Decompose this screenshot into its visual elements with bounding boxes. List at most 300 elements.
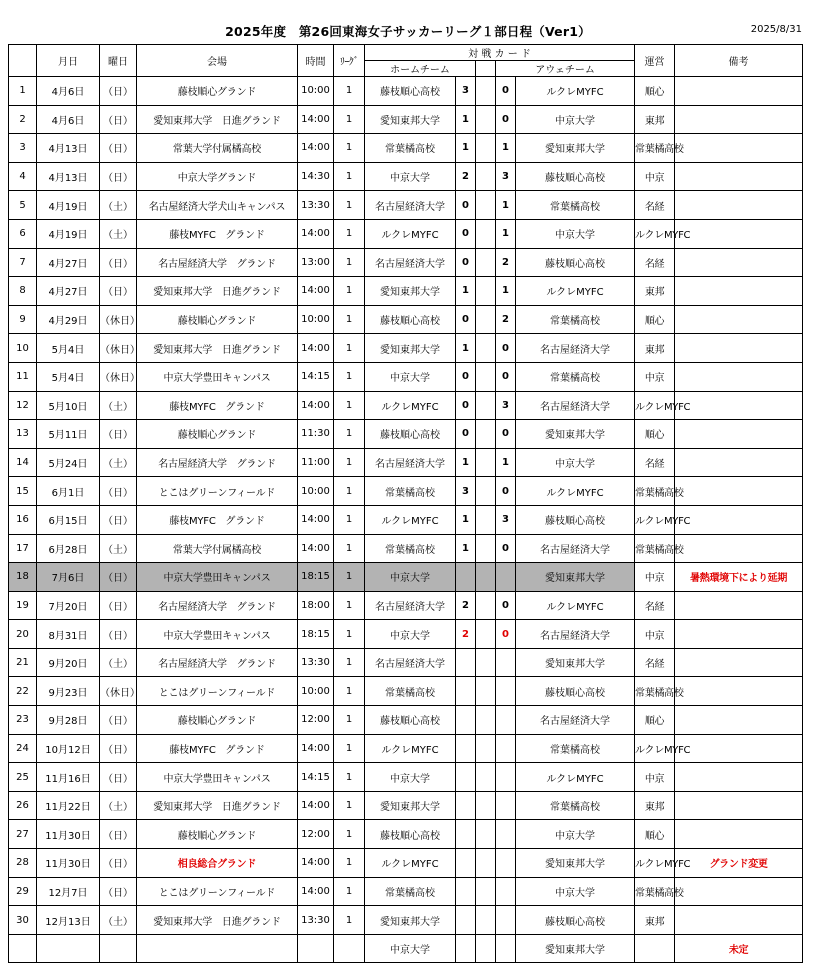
home-score: 2 <box>456 620 476 649</box>
row-number: 17 <box>9 534 37 563</box>
match-venue: 常葉大学付属橘高校 <box>137 134 298 163</box>
row-number: 11 <box>9 362 37 391</box>
away-team: 名古屋経済大学 <box>516 391 635 420</box>
away-score <box>496 563 516 592</box>
home-score: 0 <box>456 391 476 420</box>
header-no <box>9 45 37 77</box>
score-gap <box>476 934 496 963</box>
match-league: 1 <box>334 219 365 248</box>
match-date: 4月6日 <box>37 77 100 106</box>
match-weekday: （休日） <box>100 362 137 391</box>
away-score: 3 <box>496 162 516 191</box>
match-organizer: 東邦 <box>635 791 675 820</box>
home-team: 藤枝順心高校 <box>365 77 456 106</box>
score-gap <box>476 477 496 506</box>
match-weekday: （日） <box>100 820 137 849</box>
match-weekday: （日） <box>100 420 137 449</box>
home-score <box>456 877 476 906</box>
match-remark <box>675 763 803 792</box>
match-date: 12月7日 <box>37 877 100 906</box>
match-weekday: （日） <box>100 620 137 649</box>
match-venue: 相良総合グランド <box>137 849 298 878</box>
away-team: 常葉橘高校 <box>516 305 635 334</box>
home-score <box>456 706 476 735</box>
home-team: 愛知東邦大学 <box>365 791 456 820</box>
match-venue: 名古屋経済大学 グランド <box>137 591 298 620</box>
match-organizer: 東邦 <box>635 105 675 134</box>
match-time: 11:30 <box>298 420 334 449</box>
row-number: 22 <box>9 677 37 706</box>
match-venue: 藤枝MYFC グランド <box>137 734 298 763</box>
row-number: 4 <box>9 162 37 191</box>
score-gap <box>476 362 496 391</box>
away-score <box>496 763 516 792</box>
score-gap <box>476 77 496 106</box>
table-row <box>9 849 803 878</box>
row-number: 19 <box>9 591 37 620</box>
home-team: 中京大学 <box>365 162 456 191</box>
match-organizer: 名経 <box>635 191 675 220</box>
away-team: 愛知東邦大学 <box>516 934 635 963</box>
header-league: ﾘｰｸﾞ <box>334 45 365 77</box>
home-score <box>456 906 476 935</box>
match-weekday: （土） <box>100 219 137 248</box>
score-gap <box>476 420 496 449</box>
row-number: 5 <box>9 191 37 220</box>
row-number: 8 <box>9 277 37 306</box>
table-row <box>9 305 803 334</box>
table-row <box>9 677 803 706</box>
match-weekday: （日） <box>100 563 137 592</box>
away-score: 0 <box>496 362 516 391</box>
match-weekday: （土） <box>100 906 137 935</box>
table-row <box>9 420 803 449</box>
away-team: ルクレMYFC <box>516 763 635 792</box>
match-venue: 中京大学豊田キャンパス <box>137 620 298 649</box>
home-team: 中京大学 <box>365 563 456 592</box>
home-team: ルクレMYFC <box>365 391 456 420</box>
match-league: 1 <box>334 134 365 163</box>
match-date: 4月19日 <box>37 219 100 248</box>
match-remark <box>675 505 803 534</box>
home-score <box>456 791 476 820</box>
match-league: 1 <box>334 648 365 677</box>
match-remark <box>675 219 803 248</box>
match-time: 12:00 <box>298 820 334 849</box>
away-team: 名古屋経済大学 <box>516 620 635 649</box>
match-venue: 藤枝MYFC グランド <box>137 505 298 534</box>
match-time: 10:00 <box>298 77 334 106</box>
match-organizer: 名経 <box>635 648 675 677</box>
home-team: 藤枝順心高校 <box>365 420 456 449</box>
away-team: 藤枝順心高校 <box>516 505 635 534</box>
match-remark <box>675 620 803 649</box>
home-score: 3 <box>456 77 476 106</box>
score-gap <box>476 105 496 134</box>
match-league: 1 <box>334 248 365 277</box>
header-away: アウェチーム <box>496 61 635 77</box>
match-league: 1 <box>334 620 365 649</box>
match-venue: 中京大学豊田キャンパス <box>137 563 298 592</box>
score-gap <box>476 763 496 792</box>
away-score <box>496 791 516 820</box>
match-league: 1 <box>334 791 365 820</box>
match-league: 1 <box>334 563 365 592</box>
home-team: 名古屋経済大学 <box>365 191 456 220</box>
match-time: 13:00 <box>298 248 334 277</box>
match-remark <box>675 362 803 391</box>
match-organizer: 中京 <box>635 563 675 592</box>
score-gap <box>476 791 496 820</box>
match-venue: 愛知東邦大学 日進グランド <box>137 105 298 134</box>
away-team: 中京大学 <box>516 105 635 134</box>
away-score: 0 <box>496 620 516 649</box>
home-score: 1 <box>456 334 476 363</box>
match-weekday: （日） <box>100 477 137 506</box>
row-number: 23 <box>9 706 37 735</box>
table-row <box>9 763 803 792</box>
match-time: 14:00 <box>298 391 334 420</box>
home-score: 3 <box>456 477 476 506</box>
page-title: 2025年度 第26回東海女子サッカーリーグ１部日程（Ver1） <box>225 24 591 39</box>
home-score: 2 <box>456 162 476 191</box>
match-league: 1 <box>334 820 365 849</box>
home-team: 常葉橘高校 <box>365 477 456 506</box>
match-organizer: 順心 <box>635 820 675 849</box>
away-team: ルクレMYFC <box>516 477 635 506</box>
home-team: 中京大学 <box>365 362 456 391</box>
home-score: 1 <box>456 134 476 163</box>
row-number: 9 <box>9 305 37 334</box>
match-organizer: 中京 <box>635 362 675 391</box>
match-remark <box>675 305 803 334</box>
away-team: 名古屋経済大学 <box>516 706 635 735</box>
table-row <box>9 105 803 134</box>
away-team: 藤枝順心高校 <box>516 248 635 277</box>
match-venue: 藤枝順心グランド <box>137 420 298 449</box>
away-score: 2 <box>496 248 516 277</box>
away-score <box>496 934 516 963</box>
match-venue: 名古屋経済大学 グランド <box>137 448 298 477</box>
table-row <box>9 534 803 563</box>
home-team: ルクレMYFC <box>365 505 456 534</box>
match-venue: 中京大学豊田キャンパス <box>137 763 298 792</box>
home-team: 愛知東邦大学 <box>365 277 456 306</box>
row-number: 18 <box>9 563 37 592</box>
home-team: 中京大学 <box>365 620 456 649</box>
away-score: 1 <box>496 219 516 248</box>
header-time: 時間 <box>298 45 334 77</box>
match-organizer: ルクレMYFC <box>635 734 675 763</box>
table-row <box>9 563 803 592</box>
table-row <box>9 734 803 763</box>
home-score <box>456 934 476 963</box>
score-gap <box>476 591 496 620</box>
match-venue: 愛知東邦大学 日進グランド <box>137 334 298 363</box>
away-score <box>496 734 516 763</box>
match-organizer: 常葉橘高校 <box>635 677 675 706</box>
home-score: 1 <box>456 277 476 306</box>
home-score <box>456 734 476 763</box>
match-weekday: （日） <box>100 734 137 763</box>
table-row <box>9 362 803 391</box>
match-league: 1 <box>334 677 365 706</box>
table-row <box>9 162 803 191</box>
away-score: 0 <box>496 477 516 506</box>
home-team: ルクレMYFC <box>365 734 456 763</box>
match-remark <box>675 648 803 677</box>
match-league: 1 <box>334 849 365 878</box>
match-venue: 愛知東邦大学 日進グランド <box>137 277 298 306</box>
match-venue: 藤枝順心グランド <box>137 77 298 106</box>
score-gap <box>476 706 496 735</box>
home-score: 0 <box>456 219 476 248</box>
away-team: 愛知東邦大学 <box>516 563 635 592</box>
away-score: 0 <box>496 534 516 563</box>
match-time: 14:30 <box>298 162 334 191</box>
match-time: 14:00 <box>298 849 334 878</box>
match-weekday: （休日） <box>100 334 137 363</box>
home-score: 1 <box>456 505 476 534</box>
score-gap <box>476 563 496 592</box>
home-score: 0 <box>456 191 476 220</box>
match-venue: 愛知東邦大学 日進グランド <box>137 906 298 935</box>
score-gap <box>476 620 496 649</box>
match-organizer: 順心 <box>635 77 675 106</box>
away-team: 名古屋経済大学 <box>516 334 635 363</box>
match-organizer: 東邦 <box>635 906 675 935</box>
away-score <box>496 677 516 706</box>
match-date: 12月13日 <box>37 906 100 935</box>
match-date <box>37 934 100 963</box>
away-team: 愛知東邦大学 <box>516 648 635 677</box>
match-venue: 藤枝順心グランド <box>137 820 298 849</box>
away-team: 中京大学 <box>516 219 635 248</box>
match-weekday: （日） <box>100 162 137 191</box>
row-number: 10 <box>9 334 37 363</box>
score-gap <box>476 648 496 677</box>
home-team: 名古屋経済大学 <box>365 591 456 620</box>
away-team: 藤枝順心高校 <box>516 162 635 191</box>
home-team: 常葉橘高校 <box>365 677 456 706</box>
match-weekday: （土） <box>100 534 137 563</box>
row-number: 29 <box>9 877 37 906</box>
score-gap <box>476 820 496 849</box>
score-gap <box>476 448 496 477</box>
match-weekday <box>100 934 137 963</box>
home-score: 1 <box>456 105 476 134</box>
match-weekday: （日） <box>100 849 137 878</box>
match-time: 14:00 <box>298 791 334 820</box>
away-score: 1 <box>496 448 516 477</box>
match-remark <box>675 591 803 620</box>
match-weekday: （日） <box>100 77 137 106</box>
match-venue: 愛知東邦大学 日進グランド <box>137 791 298 820</box>
match-date: 8月31日 <box>37 620 100 649</box>
match-date: 11月16日 <box>37 763 100 792</box>
away-score: 0 <box>496 420 516 449</box>
home-team: 名古屋経済大学 <box>365 248 456 277</box>
table-row <box>9 877 803 906</box>
match-time: 13:30 <box>298 648 334 677</box>
row-number: 12 <box>9 391 37 420</box>
away-score: 3 <box>496 505 516 534</box>
score-gap <box>476 505 496 534</box>
match-organizer: 東邦 <box>635 334 675 363</box>
away-score: 0 <box>496 77 516 106</box>
match-league: 1 <box>334 706 365 735</box>
table-row <box>9 706 803 735</box>
away-team: ルクレMYFC <box>516 591 635 620</box>
match-remark <box>675 820 803 849</box>
home-score <box>456 820 476 849</box>
row-number: 21 <box>9 648 37 677</box>
home-score <box>456 763 476 792</box>
match-remark <box>675 791 803 820</box>
match-remark <box>675 420 803 449</box>
match-date: 7月6日 <box>37 563 100 592</box>
table-row <box>9 219 803 248</box>
score-gap <box>476 219 496 248</box>
match-league: 1 <box>334 77 365 106</box>
match-date: 11月22日 <box>37 791 100 820</box>
match-organizer: 東邦 <box>635 277 675 306</box>
match-date: 6月28日 <box>37 534 100 563</box>
match-time: 14:00 <box>298 877 334 906</box>
row-number: 3 <box>9 134 37 163</box>
match-venue: 名古屋経済大学 グランド <box>137 248 298 277</box>
match-league: 1 <box>334 763 365 792</box>
row-number: 27 <box>9 820 37 849</box>
away-score <box>496 706 516 735</box>
match-weekday: （土） <box>100 191 137 220</box>
match-venue: とこはグリーンフィールド <box>137 677 298 706</box>
table-row <box>9 77 803 106</box>
match-date: 6月1日 <box>37 477 100 506</box>
match-date: 5月10日 <box>37 391 100 420</box>
match-venue: 中京大学グランド <box>137 162 298 191</box>
match-venue: とこはグリーンフィールド <box>137 877 298 906</box>
header-home: ホームチーム <box>365 61 476 77</box>
match-venue: 常葉大学付属橘高校 <box>137 534 298 563</box>
row-number: 28 <box>9 849 37 878</box>
table-row <box>9 477 803 506</box>
match-time: 14:00 <box>298 134 334 163</box>
match-time: 18:15 <box>298 620 334 649</box>
row-number: 2 <box>9 105 37 134</box>
table-row <box>9 505 803 534</box>
home-team: 中京大学 <box>365 934 456 963</box>
match-organizer: 順心 <box>635 706 675 735</box>
match-time: 14:00 <box>298 505 334 534</box>
row-number: 26 <box>9 791 37 820</box>
away-team: 常葉橘高校 <box>516 734 635 763</box>
match-weekday: （日） <box>100 105 137 134</box>
row-number: 25 <box>9 763 37 792</box>
match-weekday: （土） <box>100 391 137 420</box>
match-time: 14:00 <box>298 277 334 306</box>
home-score <box>456 563 476 592</box>
table-row <box>9 277 803 306</box>
match-league: 1 <box>334 877 365 906</box>
match-league: 1 <box>334 305 365 334</box>
match-time: 14:00 <box>298 105 334 134</box>
match-date: 5月24日 <box>37 448 100 477</box>
score-gap <box>476 391 496 420</box>
away-team: 愛知東邦大学 <box>516 134 635 163</box>
match-league: 1 <box>334 162 365 191</box>
match-venue: 藤枝MYFC グランド <box>137 219 298 248</box>
match-organizer: 名経 <box>635 591 675 620</box>
row-number <box>9 934 37 963</box>
score-gap <box>476 305 496 334</box>
table-row <box>9 820 803 849</box>
match-date: 5月11日 <box>37 420 100 449</box>
row-number: 20 <box>9 620 37 649</box>
match-venue: 中京大学豊田キャンパス <box>137 362 298 391</box>
match-venue: 藤枝順心グランド <box>137 706 298 735</box>
match-league: 1 <box>334 362 365 391</box>
match-time: 14:00 <box>298 219 334 248</box>
table-row <box>9 191 803 220</box>
match-date: 4月27日 <box>37 277 100 306</box>
header-match-card: 対 戦 カ ー ド <box>365 45 635 61</box>
match-remark <box>675 334 803 363</box>
match-venue: 名古屋経済大学 グランド <box>137 648 298 677</box>
match-organizer <box>635 934 675 963</box>
match-time: 14:00 <box>298 534 334 563</box>
header-weekday: 曜日 <box>100 45 137 77</box>
away-score <box>496 906 516 935</box>
home-score <box>456 849 476 878</box>
match-date: 4月13日 <box>37 134 100 163</box>
match-venue: とこはグリーンフィールド <box>137 477 298 506</box>
score-gap <box>476 334 496 363</box>
home-team: 愛知東邦大学 <box>365 105 456 134</box>
score-gap <box>476 248 496 277</box>
table-row <box>9 134 803 163</box>
away-score: 1 <box>496 191 516 220</box>
score-gap <box>476 534 496 563</box>
away-team: 名古屋経済大学 <box>516 534 635 563</box>
match-organizer: 常葉橘高校 <box>635 477 675 506</box>
header-organizer: 運営 <box>635 45 675 77</box>
match-remark <box>675 534 803 563</box>
away-team: ルクレMYFC <box>516 277 635 306</box>
home-team: 名古屋経済大学 <box>365 448 456 477</box>
match-organizer: 順心 <box>635 420 675 449</box>
table-row <box>9 791 803 820</box>
score-gap <box>476 191 496 220</box>
match-remark <box>675 477 803 506</box>
match-league: 1 <box>334 191 365 220</box>
away-team: ルクレMYFC <box>516 77 635 106</box>
match-venue: 藤枝順心グランド <box>137 305 298 334</box>
match-date: 9月23日 <box>37 677 100 706</box>
score-gap <box>476 734 496 763</box>
score-gap <box>476 277 496 306</box>
home-score <box>456 677 476 706</box>
header-row <box>9 45 803 61</box>
score-gap <box>476 877 496 906</box>
match-league <box>334 934 365 963</box>
match-time: 10:00 <box>298 305 334 334</box>
away-team: 藤枝順心高校 <box>516 906 635 935</box>
away-team: 常葉橘高校 <box>516 791 635 820</box>
match-organizer: 常葉橘高校 <box>635 877 675 906</box>
match-organizer: 中京 <box>635 162 675 191</box>
home-score: 1 <box>456 448 476 477</box>
